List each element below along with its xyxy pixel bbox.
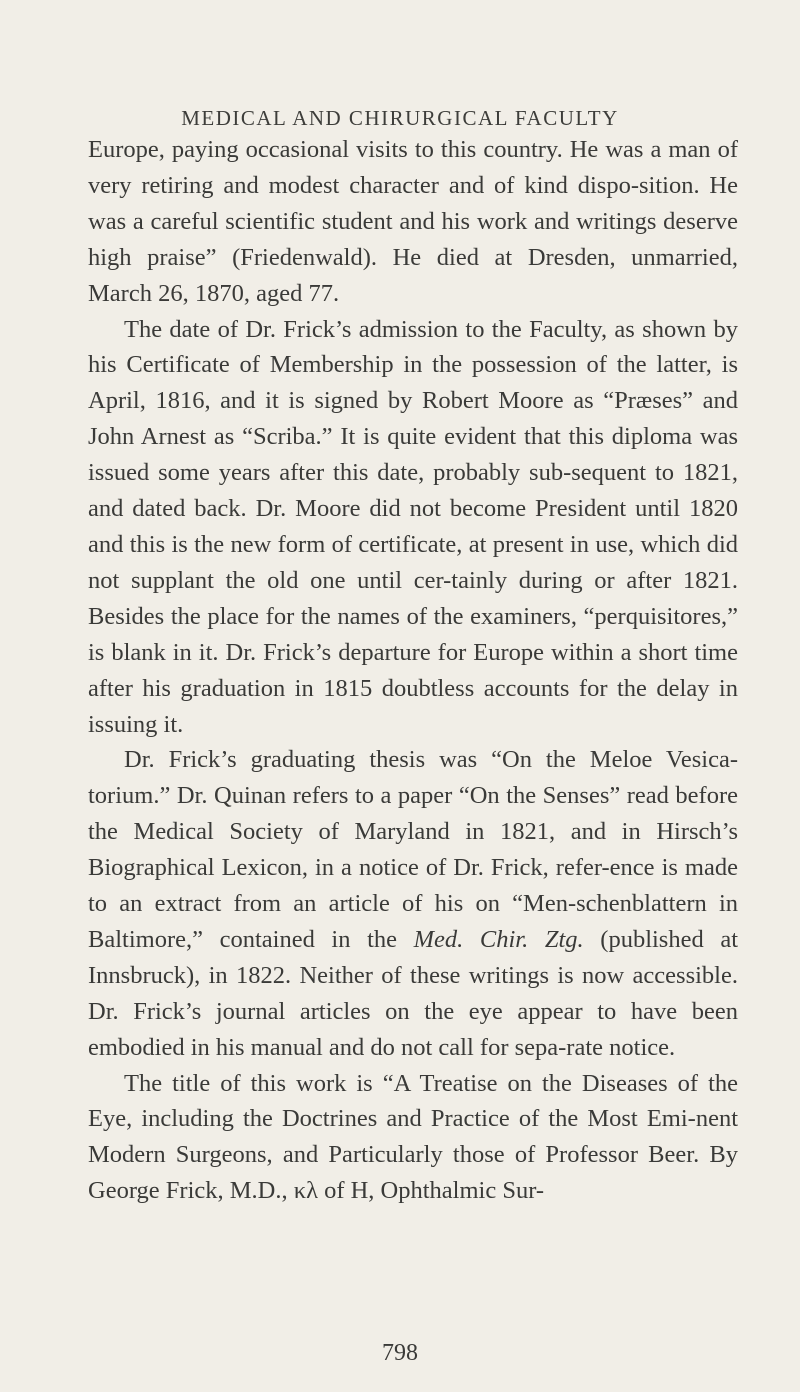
paragraph-3 — [88, 742, 738, 1065]
paragraph-4: The title of this work is “A Treatise on the Diseases of the Eye, including the Doctrines and Practice of the Most Emi-nent Modern Surgeons, and Particularly those of Professor Beer. By George Frick, M.D., κλ of H, Ophthalmic Sur- — [88, 1069, 738, 1205]
paragraph-1: Europe, paying occasional visits to this country. He was a man of very retiring and modest character and of kind dispo-sition. He was a careful scientific student and his work and writings deserve high praise” (Friedenwald). He died at Dresden, unmarried, March 26, 1870, aged 77. — [88, 136, 738, 307]
paragraph-3-text-a: Dr. Frick’s graduating thesis was “On the Meloe Vesica-torium.” Dr. Quinan refers to a paper “On the Senses” read before the Medical Society of Maryland in 1821, and in Hirsch’s Biographical Lexicon, in a notice of Dr. Frick, refer-ence is made to an extract from an article of his on “Men-schenblattern in Baltimore,” contained in the — [88, 746, 738, 953]
page-number: 798 — [382, 1340, 418, 1366]
paragraph-2: The date of Dr. Frick’s admission to the Faculty, as shown by his Certificate of Membership in the possession of the latter, is April, 1816, and it is signed by Robert Moore as “Præses” and John Arnest as “Scriba.” It is quite evident that this diploma was issued some years after this date, probably sub-sequent to 1821, and dated back. Dr. Moore did not become President until 1820 and this is the new form of certificate, at present in use, which did not supplant the old one until cer-tainly during or after 1821. Besides the place for the names of the examiners, “perquisitores,” is blank in it. Dr. Frick’s departure for Europe within a short time after his graduation in 1815 doubtless accounts for the delay in issuing it. — [88, 315, 738, 738]
journal-title: Med. Chir. Ztg. — [413, 925, 584, 953]
paragraph-3-text-b: (published at Innsbruck), in 1822. Neither of these writings is now accessible. Dr. Frick’s journal articles on the eye appear to have been embodied in his manual and do not call for sepa-rate notice. — [88, 925, 738, 1061]
body-text — [88, 132, 738, 1209]
running-head: MEDICAL AND CHIRURGICAL FACULTY — [181, 106, 619, 130]
